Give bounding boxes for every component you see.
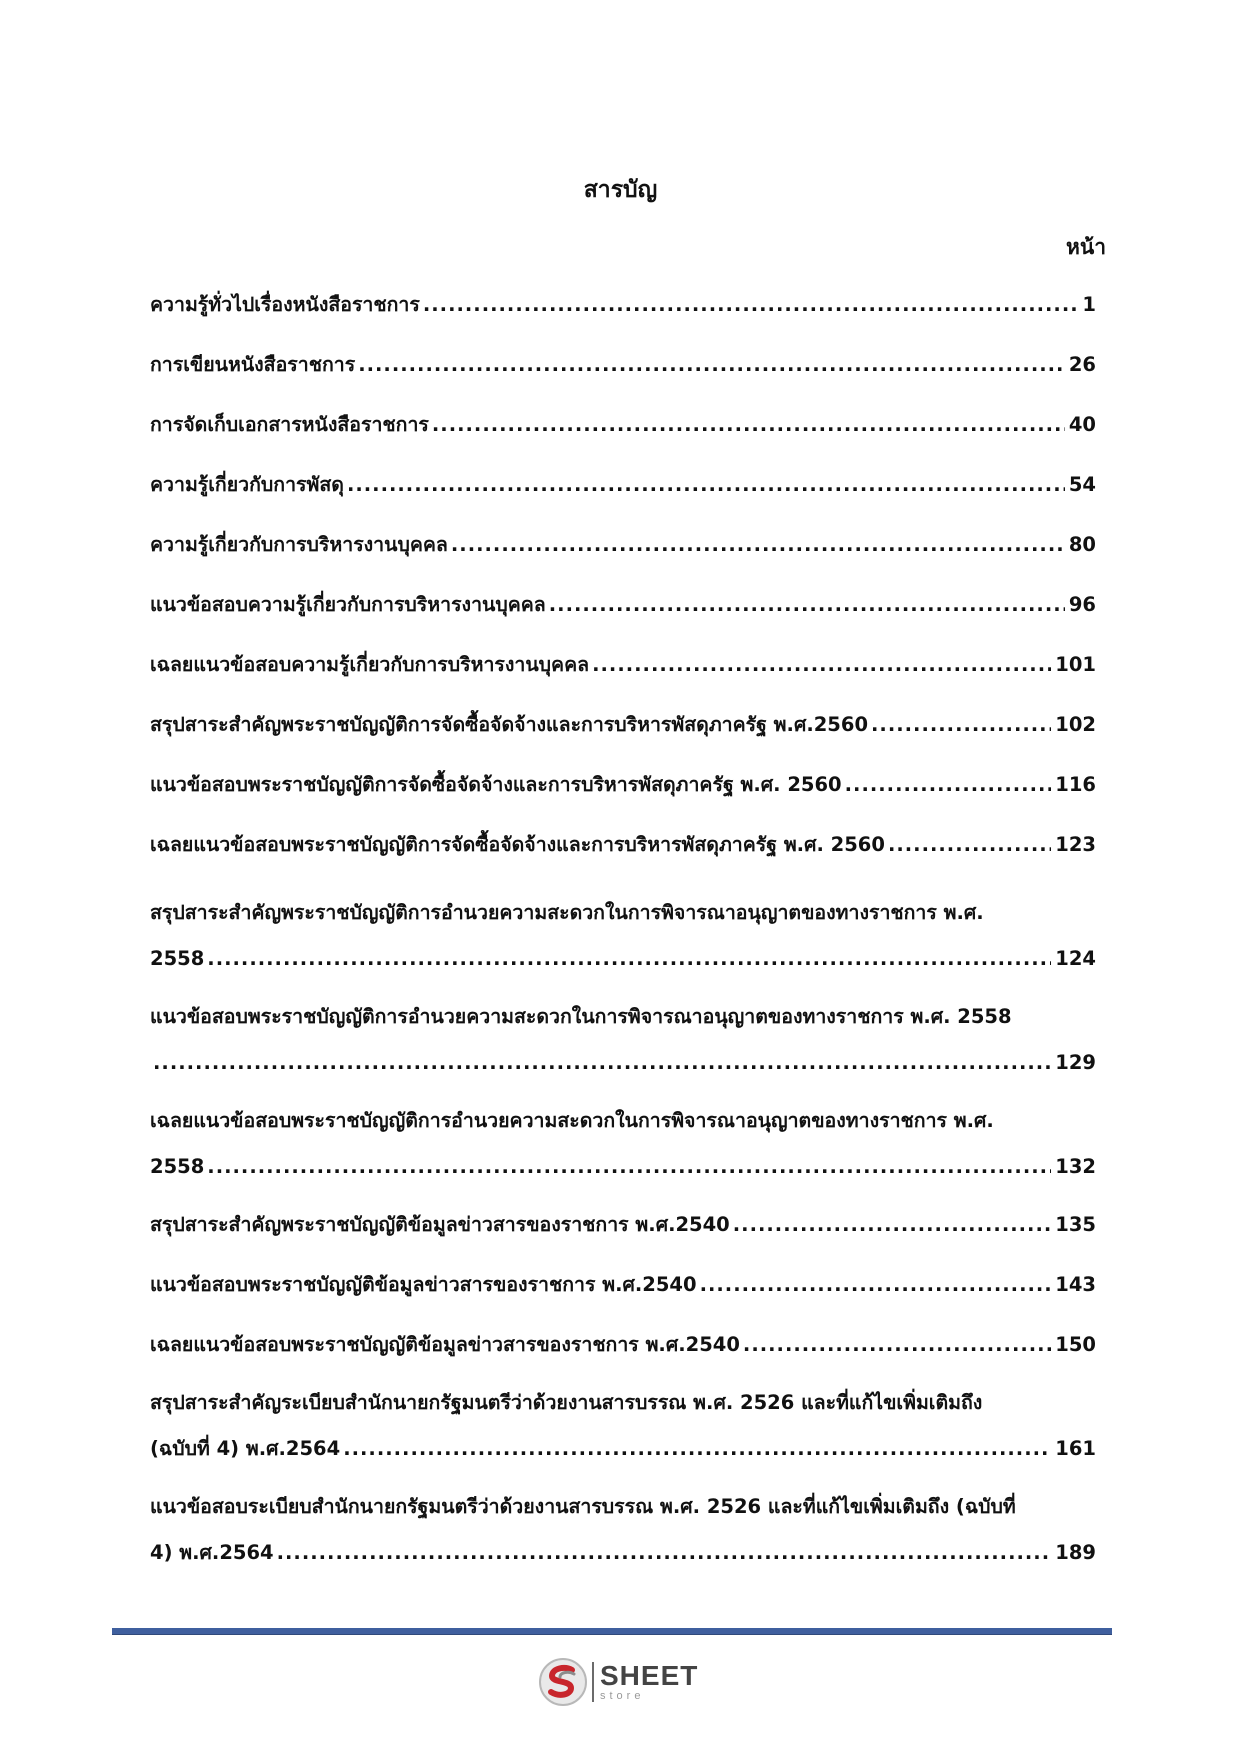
toc-entry[interactable] (150, 650, 1096, 680)
toc-entry-page: 102 (1055, 713, 1096, 736)
toc-dot-leader (733, 1210, 1052, 1240)
toc-entry[interactable] (150, 770, 1096, 800)
toc-entry-page: 80 (1068, 533, 1096, 556)
toc-dot-leader (700, 1270, 1052, 1300)
toc-entry-page: 161 (1055, 1437, 1096, 1460)
toc-entry-title: เฉลยแนวข้อสอบพระราชบัญญัติการจัดซื้อจัดจ้างและการบริหารพัสดุภาครัฐ พ.ศ. 2560 (150, 833, 885, 856)
toc-entry[interactable] (150, 350, 1096, 380)
toc-dot-leader (207, 1152, 1051, 1182)
logo-subword: store (600, 1690, 645, 1702)
toc-entry-title: แนวข้อสอบพระราชบัญญัติการอำนวยความสะดวกในการพิจารณาอนุญาตของทางราชการ พ.ศ. 2558 (150, 1005, 1012, 1028)
toc-entry[interactable] (150, 1210, 1096, 1240)
toc-entry-page: 116 (1055, 773, 1096, 796)
toc-entry-title-continued: 4) พ.ศ.2564 (150, 1541, 274, 1564)
toc-entry[interactable] (150, 1106, 1096, 1182)
toc-dot-leader (888, 830, 1051, 860)
toc-dot-leader (207, 944, 1051, 974)
toc-entry-title: ความรู้เกี่ยวกับการบริหารงานบุคคล (150, 533, 448, 556)
toc-dot-leader (549, 590, 1065, 620)
toc-dot-leader (592, 650, 1051, 680)
toc-dot-leader (871, 710, 1051, 740)
toc-entry-title: สรุปสาระสำคัญพระราชบัญญัติการจัดซื้อจัดจ้างและการบริหารพัสดุภาครัฐ พ.ศ.2560 (150, 713, 869, 736)
toc-entry-title: การจัดเก็บเอกสารหนังสือราชการ (150, 413, 429, 436)
toc-entry[interactable] (150, 410, 1096, 440)
toc-dot-leader (343, 1434, 1051, 1464)
toc-dot-leader (423, 290, 1079, 320)
toc-entry-title: ความรู้เกี่ยวกับการพัสดุ (150, 473, 344, 496)
toc-entry[interactable] (150, 898, 1096, 974)
toc-entry-title: สรุปสาระสำคัญระเบียบสำนักนายกรัฐมนตรีว่าด้วยงานสารบรรณ พ.ศ. 2526 และที่แก้ไขเพิ่มเติมถึง (150, 1391, 983, 1414)
toc-entry-page: 124 (1055, 947, 1096, 970)
toc-entry[interactable] (150, 530, 1096, 560)
toc-entry-title-continued: (ฉบับที่ 4) พ.ศ.2564 (150, 1437, 341, 1460)
toc-entry-title: เฉลยแนวข้อสอบพระราชบัญญัติข้อมูลข่าวสารของราชการ พ.ศ.2540 (150, 1333, 740, 1356)
toc-entry-page: 143 (1055, 1273, 1096, 1296)
footer-rule (112, 1628, 1112, 1635)
logo-wordmark (600, 1662, 698, 1702)
toc-dot-leader (153, 1048, 1051, 1078)
table-of-contents (150, 0, 1096, 1580)
toc-entry-title: เฉลยแนวข้อสอบพระราชบัญญัติการอำนวยความสะดวกในการพิจารณาอนุญาตของทางราชการ พ.ศ. (150, 1109, 994, 1132)
toc-entry-page: 189 (1055, 1541, 1096, 1564)
toc-entry-title: แนวข้อสอบพระราชบัญญัติข้อมูลข่าวสารของราชการ พ.ศ.2540 (150, 1273, 697, 1296)
toc-entry-title: สรุปสาระสำคัญพระราชบัญญัติการอำนวยความสะดวกในการพิจารณาอนุญาตของทางราชการ พ.ศ. (150, 901, 984, 924)
toc-entry-page: 26 (1068, 353, 1096, 376)
toc-entry-page: 150 (1055, 1333, 1096, 1356)
toc-dot-leader (451, 530, 1065, 560)
toc-entry-page: 101 (1055, 653, 1096, 676)
sheet-store-logo (538, 1656, 718, 1708)
toc-entry-title: แนวข้อสอบพระราชบัญญัติการจัดซื้อจัดจ้างและการบริหารพัสดุภาครัฐ พ.ศ. 2560 (150, 773, 842, 796)
toc-entry[interactable] (150, 1002, 1096, 1078)
toc-entry-title-continued: 2558 (150, 947, 205, 970)
toc-entry[interactable] (150, 1330, 1096, 1360)
toc-entry-page: 96 (1068, 593, 1096, 616)
toc-entry[interactable] (150, 710, 1096, 740)
toc-dot-leader (358, 350, 1065, 380)
toc-entry-page: 123 (1055, 833, 1096, 856)
toc-entry-page: 132 (1055, 1155, 1096, 1178)
toc-entry-title: สรุปสาระสำคัญพระราชบัญญัติข้อมูลข่าวสารของราชการ พ.ศ.2540 (150, 1213, 730, 1236)
toc-entry-page: 1 (1082, 293, 1096, 316)
toc-dot-leader (432, 410, 1065, 440)
sheet-store-logo-icon (538, 1657, 588, 1707)
toc-dot-leader (277, 1538, 1052, 1568)
toc-entry[interactable] (150, 590, 1096, 620)
toc-entry-title: ความรู้ทั่วไปเรื่องหนังสือราชการ (150, 293, 420, 316)
toc-entry[interactable] (150, 470, 1096, 500)
toc-entry-title: เฉลยแนวข้อสอบความรู้เกี่ยวกับการบริหารงานบุคคล (150, 653, 590, 676)
toc-entry[interactable] (150, 290, 1096, 320)
toc-entry-title-continued: 2558 (150, 1155, 205, 1178)
toc-entry-title: การเขียนหนังสือราชการ (150, 353, 356, 376)
toc-dot-leader (347, 470, 1065, 500)
toc-entry-title: แนวข้อสอบความรู้เกี่ยวกับการบริหารงานบุคคล (150, 593, 546, 616)
toc-dot-leader (743, 1330, 1051, 1360)
toc-entry-page: 40 (1068, 413, 1096, 436)
toc-entry-title: แนวข้อสอบระเบียบสำนักนายกรัฐมนตรีว่าด้วยงานสารบรรณ พ.ศ. 2526 และที่แก้ไขเพิ่มเติมถึง (ฉบับที่ (150, 1495, 1016, 1518)
toc-entry-page: 129 (1055, 1051, 1096, 1074)
logo-word: SHEET (600, 1660, 699, 1691)
page-title: สารบัญ (583, 177, 658, 203)
page-column-label: หน้า (1066, 235, 1106, 259)
toc-entry[interactable] (150, 830, 1096, 860)
toc-entry-page: 135 (1055, 1213, 1096, 1236)
toc-entry-page: 54 (1068, 473, 1096, 496)
logo-divider (592, 1662, 594, 1702)
toc-entry[interactable] (150, 1492, 1096, 1568)
toc-entry[interactable] (150, 1270, 1096, 1300)
toc-entry[interactable] (150, 1388, 1096, 1464)
toc-dot-leader (845, 770, 1052, 800)
